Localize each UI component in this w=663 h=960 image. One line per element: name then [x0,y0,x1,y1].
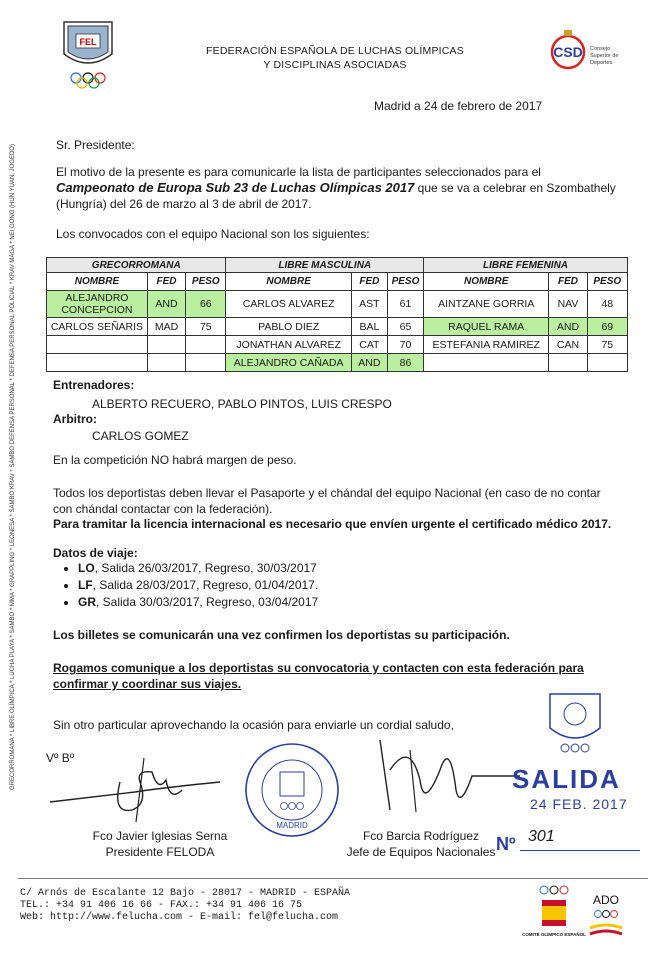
seal-city: MADRID [276,821,308,830]
stamp-label: SALIDA [512,764,621,794]
footer-web: Web: http://www.felucha.com - E-mail: fel@felucha.com [20,912,339,923]
table-cell [47,336,148,354]
table-cell: 61 [387,291,423,318]
travel-label: Datos de viaje: [53,546,138,560]
travel-list [60,560,318,611]
footer-address: C/ Arnós de Escalante 12 Bajo - 28017 - MADRID - ESPAÑA [20,888,351,899]
table-cell: 70 [387,336,423,354]
col-peso: PESO [186,273,226,291]
table-cell [424,354,549,372]
chief-name: Fco Barcia Rodríguez [362,829,480,843]
table-cell: AND [549,318,587,336]
tickets-note: Los billetes se comunicarán una vez confirmen los deportistas su participación. [53,628,510,642]
col-fed: FED [147,273,185,291]
passport-note: Todos los deportistas deben llevar el Pasaporte y el chándal del equipo Nacional (en caso de no contar con chándal contactar con la federación). [53,486,601,516]
federation-seal [242,740,342,840]
table-cell: AND [351,354,387,372]
list-item [78,577,318,594]
table-cell: ALEJANDRO CAÑADA [226,354,351,372]
svg-text:FEL: FEL [79,37,97,47]
participants-table [46,257,628,372]
federation-line-2: Y DISCIPLINAS ASOCIADAS [263,59,407,71]
trip-text: , Salida 26/03/2017, Regreso, 30/03/2017 [94,561,317,575]
referee-label: Arbitro: [53,412,97,426]
president-title: Presidente FELODA [105,845,215,859]
table-cell [587,354,627,372]
table-cell: CAN [549,336,587,354]
table-cell [186,354,226,372]
csd-logo-text: CSD [553,44,583,60]
group-header-libre-fem: LIBRE FEMENINA [424,258,628,273]
intro-paragraph [56,164,621,212]
table-cell: ESTEFANIA RAMIREZ [424,336,549,354]
federation-line-1: FEDERACIÓN ESPAÑOLA DE LUCHAS OLÍMPICAS [206,45,464,57]
stamp-logo [540,688,610,758]
group-header-libre-masc: LIBRE MASCULINA [226,258,424,273]
weight-note: En la competición NO habrá margen de peso. [53,453,297,467]
table-cell: 65 [387,318,423,336]
group-header-greco: GRECORROMANA [47,258,226,273]
col-fed: FED [549,273,587,291]
footer-address-block [20,888,350,924]
ado-text: ADO [592,893,620,907]
convocados-text: Los convocados con el equipo Nacional son los siguientes: [56,227,370,241]
table-cell [549,354,587,372]
col-peso: PESO [387,273,423,291]
table-cell: AINTZANE GORRIA [424,291,549,318]
table-row [47,336,628,354]
col-fed: FED [351,273,387,291]
csd-subtitle-1: Consejo [590,46,611,52]
table-row [47,291,628,318]
president-name: Fco Javier Iglesias Serna [92,829,228,843]
trip-code: LF [78,578,93,592]
referee-name: CARLOS GOMEZ [92,429,189,443]
table-cell [147,336,185,354]
stamp-underline [520,850,640,851]
intro-post: que se va a celebrar en Szombathely (Hungría) del 26 de marzo al 3 de abril de 2017. [56,181,616,211]
footer-divider [18,878,648,879]
signature-president [40,752,240,827]
trip-code: GR [78,595,96,609]
table-cell: NAV [549,291,587,318]
table-cell: MAD [147,318,185,336]
federation-name [170,44,500,72]
chief-signature-block [346,828,496,860]
table-cell: 75 [186,318,226,336]
table-cell: 66 [186,291,226,318]
intro-pre: El motivo de la presente es para comunicarle la lista de participantes seleccionados para el [56,165,541,179]
license-note: Para tramitar la licencia internacional es necesario que envíen urgente el certificado médico 2017. [53,517,612,531]
vertical-disciplines: GRECORROMANA * LIBRE OLÍMPICA * LUCHA PLAYA * SAMBO * MMA * GRAPPLING * LEONESA * SAMBO KRAV * SAMBO DEFENSA PERSONAL * DEFENSA PERSONAL POLICIAL * KRAV MAGA * NEI GONG (HUN YUAN, JOGEDO) [10,144,16,790]
ado-logo [584,890,628,944]
table-cell [186,336,226,354]
stamp-number-label: Nº [496,834,516,854]
table-row [47,318,628,336]
table-cell: 86 [387,354,423,372]
coaches-list: ALBERTO RECUERO, PABLO PINTOS, LUIS CRESPO [92,397,392,411]
table-cell: CAT [351,336,387,354]
table-cell: AND [147,291,185,318]
csd-subtitle [590,46,618,67]
stamp-number: 301 [528,828,555,845]
table-cell: 69 [587,318,627,336]
table-cell: CARLOS SEÑARIS [47,318,148,336]
coe-logo [522,884,586,946]
coe-text: COMITÉ OLÍMPICO ESPAÑOL [522,932,586,937]
table-cell: PABLO DIEZ [226,318,351,336]
letter-date: Madrid a 24 de febrero de 2017 [374,99,543,113]
feloda-logo [50,18,126,90]
table-cell: 48 [587,291,627,318]
col-nombre: NOMBRE [47,273,148,291]
list-item [78,594,318,611]
csd-subtitle-3: Deportes [590,60,613,66]
col-nombre: NOMBRE [226,273,351,291]
closing-text: Sin otro particular aprovechando la ocasión para enviarle un cordial saludo, [53,718,454,732]
trip-text: , Salida 30/03/2017, Regreso, 03/04/2017 [96,595,319,609]
csd-subtitle-2: Superior de [590,53,619,59]
footer-phones: TEL.: +34 91 406 16 66 - FAX.: +34 91 406 16 75 [20,900,303,911]
table-cell [47,354,148,372]
list-item [78,560,318,577]
table-cell: CARLOS ALVAREZ [226,291,351,318]
coaches-label: Entrenadores: [53,378,135,392]
trip-code: LO [78,561,95,575]
vobo-label: Vº Bº [46,751,75,765]
trip-text: , Salida 28/03/2017, Regreso, 01/04/2017. [92,578,319,592]
table-cell: BAL [351,318,387,336]
col-nombre: NOMBRE [424,273,549,291]
table-cell: AST [351,291,387,318]
table-cell: JONATHAN ALVAREZ [226,336,351,354]
signature-chief [360,730,530,820]
intro-event: Campeonato de Europa Sub 23 de Luchas Olímpicas 2017 [56,180,415,195]
president-signature-block [80,828,240,860]
request-note: Rogamos comunique a los deportistas su convocatoria y contacten con esta federación para confirmar y coordinar sus viajes. [53,661,584,691]
table-cell: RAQUEL RAMA [424,318,549,336]
table-cell: 75 [587,336,627,354]
table-row [47,354,628,372]
chief-title: Jefe de Equipos Nacionales [346,845,496,859]
salutation: Sr. Presidente: [56,138,135,152]
table-cell [147,354,185,372]
table-cell: ALEJANDRO CONCEPCION [47,291,148,318]
stamp-date: 24 FEB. 2017 [530,796,628,812]
col-peso: PESO [587,273,627,291]
csd-logo [548,28,588,72]
